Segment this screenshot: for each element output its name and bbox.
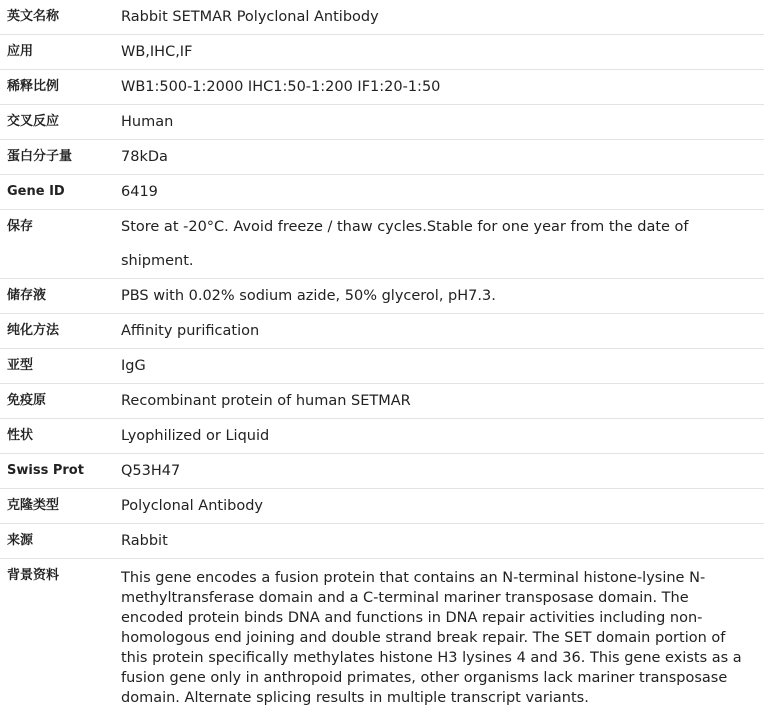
spec-label: Swiss Prot (0, 454, 120, 489)
spec-value: Polyclonal Antibody (120, 489, 764, 524)
spec-row-storage (0, 210, 764, 279)
spec-row-application (0, 35, 764, 70)
spec-row-gene-id (0, 175, 764, 210)
spec-value: Q53H47 (120, 454, 764, 489)
spec-label: 免疫原 (0, 384, 120, 419)
spec-value: WB,IHC,IF (120, 35, 764, 70)
spec-label: 英文名称 (0, 0, 120, 35)
spec-value: Rabbit SETMAR Polyclonal Antibody (120, 0, 764, 35)
spec-value: Rabbit (120, 524, 764, 559)
spec-row-host (0, 524, 764, 559)
spec-row-isotype (0, 349, 764, 384)
spec-row-immunogen (0, 384, 764, 419)
spec-value: WB1:500-1:2000 IHC1:50-1:200 IF1:20-1:50 (120, 70, 764, 105)
spec-value: IgG (120, 349, 764, 384)
spec-label: 亚型 (0, 349, 120, 384)
spec-value: Lyophilized or Liquid (120, 419, 764, 454)
spec-row-background (0, 559, 764, 708)
spec-label: 来源 (0, 524, 120, 559)
spec-value: PBS with 0.02% sodium azide, 50% glycerol, pH7.3. (120, 279, 764, 314)
spec-label: 蛋白分子量 (0, 140, 120, 175)
spec-value: 78kDa (120, 140, 764, 175)
spec-row-swiss-prot (0, 454, 764, 489)
spec-row-clonality (0, 489, 764, 524)
spec-label: 保存 (0, 210, 120, 279)
spec-label: 稀释比例 (0, 70, 120, 105)
spec-row-molecular-weight (0, 140, 764, 175)
spec-label: 纯化方法 (0, 314, 120, 349)
spec-label: 应用 (0, 35, 120, 70)
spec-label: 背景资料 (0, 559, 120, 708)
spec-row-cross-reactivity (0, 105, 764, 140)
spec-row-storage-buffer (0, 279, 764, 314)
spec-label: 性状 (0, 419, 120, 454)
spec-value: Human (120, 105, 764, 140)
spec-row-dilution (0, 70, 764, 105)
spec-label: 储存液 (0, 279, 120, 314)
spec-row-form (0, 419, 764, 454)
spec-label: Gene ID (0, 175, 120, 210)
spec-value: 6419 (120, 175, 764, 210)
spec-label: 克隆类型 (0, 489, 120, 524)
spec-row-english-name (0, 0, 764, 35)
spec-label: 交叉反应 (0, 105, 120, 140)
spec-value: Affinity purification (120, 314, 764, 349)
spec-value: Recombinant protein of human SETMAR (120, 384, 764, 419)
spec-value: Store at -20°C. Avoid freeze / thaw cycles.Stable for one year from the date of shipment. (120, 210, 764, 279)
spec-row-purification (0, 314, 764, 349)
spec-value-description: This gene encodes a fusion protein that contains an N-terminal histone-lysine N-methyltransferase domain and a C-terminal mariner transposase domain. The encoded protein binds DNA and functions in DNA repair activities including non-homologous end joining and double strand break repair. The SET domain portion of this protein specifically methylates histone H3 lysines 4 and 36. This gene exists as a fusion gene only in anthropoid primates, other organisms lack mariner transposase domain. Alternate splicing results in multiple transcript variants. (120, 559, 764, 708)
